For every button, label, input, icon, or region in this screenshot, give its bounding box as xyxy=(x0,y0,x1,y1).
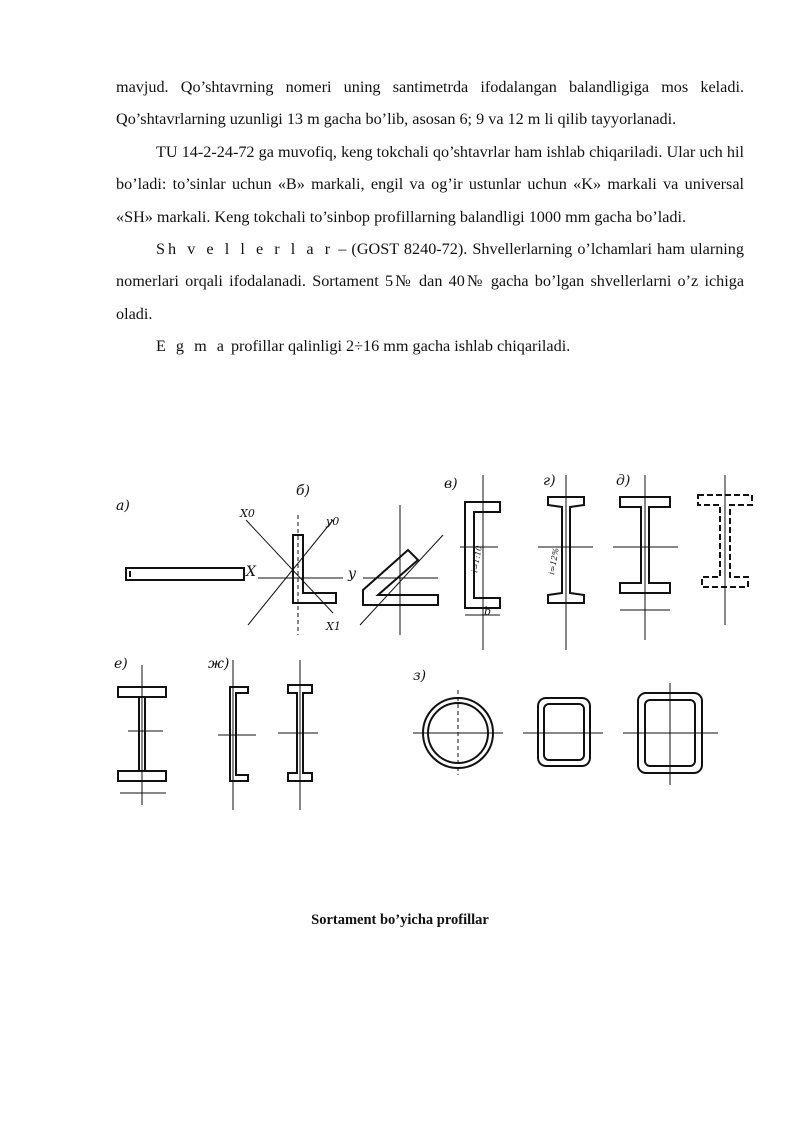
i-beam-profile xyxy=(538,475,593,650)
label-b: б) xyxy=(296,483,311,499)
label-a: а) xyxy=(116,498,130,514)
profiles-figure xyxy=(108,455,760,835)
equal-angle-profile xyxy=(246,515,343,635)
paragraph-1: mavjud. Qo’shtavrning nomeri uning santimetrda ifodalangan balandligiga mos keladi. Qo’shtavrlarning uzunligi 13 m gacha bo’lib, asosan 6; 9 va 12 m li qilib tayyorlanadi. xyxy=(116,78,744,129)
label-e: е) xyxy=(114,656,128,672)
paragraph-4-rest: profillar qalinligi 2÷16 mm gacha ishlab chiqariladi. xyxy=(226,337,571,356)
unequal-angle-profile xyxy=(360,505,443,635)
body-text xyxy=(116,71,744,363)
rectangular-tube-profile xyxy=(523,698,603,766)
axis-y0-label: y0 xyxy=(326,515,340,528)
bent-i-profile xyxy=(278,660,318,810)
axis-x-label: X xyxy=(246,564,256,580)
round-pipe-profile xyxy=(413,690,503,775)
paragraph-2: TU 14-2-24-72 ga muvofiq, keng tokchali qo’shtavrlar ham ishlab chiqariladi. Ular uch hil bo’ladi: to’sinlar uchun «B» markali, engil va og’ir ustunlar uchun «K» markali va universal «SH» markali. Keng tokchali to’sinbop profillarning balandligi 1000 mm gacha bo’ladi. xyxy=(116,142,744,226)
axis-x0-label: X0 xyxy=(240,507,255,520)
paragraph-4 xyxy=(116,330,744,362)
bent-channel-profile xyxy=(218,660,256,810)
tee-profile xyxy=(698,475,752,625)
slope-label-channel: i=1:10 xyxy=(470,544,484,574)
label-d: д) xyxy=(616,473,631,489)
square-tube-profile xyxy=(623,683,718,785)
wide-flange-beam-profile xyxy=(613,475,678,640)
term-shvellerlar: Sh v e l l e r l a r xyxy=(156,240,334,259)
label-v: в) xyxy=(444,476,458,492)
paragraph-3-rest: – (GOST 8240-72). Shvellerlarning o’lchamlari ham ularning nomerlari orqali ifodalanadi. Sortament 5№ dan 40№ gacha bo’lgan shvellerlarni o’z ichiga oladi. xyxy=(116,240,744,323)
flat-bar-profile xyxy=(126,568,244,580)
label-g: г) xyxy=(543,473,556,489)
axis-x1-label: X1 xyxy=(326,620,341,633)
axis-y-label: y xyxy=(348,566,356,582)
dim-b-label: b xyxy=(484,605,492,618)
term-egma: E g m a xyxy=(156,337,227,356)
welded-h-profile xyxy=(118,665,166,805)
slope-label-ibeam: i=12% xyxy=(547,547,561,576)
paragraph-3 xyxy=(116,233,744,330)
label-z: з) xyxy=(413,668,427,684)
figure-caption: Sortament bo’yicha profillar xyxy=(311,912,489,928)
label-zh: ж) xyxy=(208,656,230,672)
